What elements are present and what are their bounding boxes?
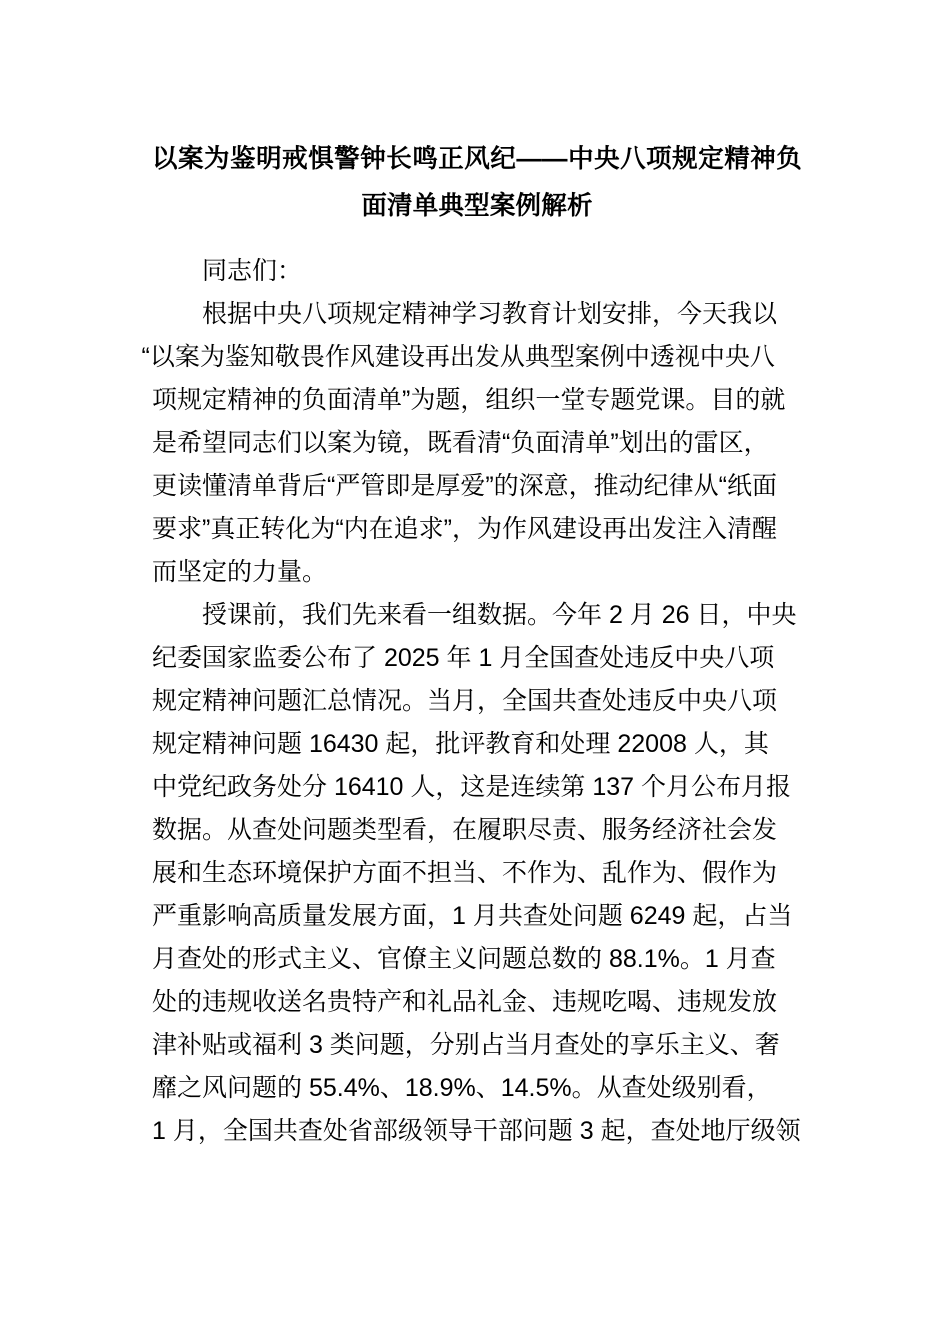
paragraph-two-line-6: 数据。从查处问题类型看，在履职尽责、服务经济社会发 — [152, 816, 778, 844]
paragraph-one-line-6: 要求”真正转化为“内在追求”，为作风建设再出发注入清醒 — [152, 515, 777, 543]
paragraph-one — [141, 293, 802, 594]
line-text: 根据中央八项规定精神学习教育计划安排，今天我以 — [202, 300, 778, 328]
title-line-2: 面清单典型案例解析 — [361, 192, 593, 220]
document-title — [152, 136, 802, 230]
paragraph-two-line-2: 纪委国家监委公布了 2025 年 1 月全国查处违反中央八项 — [152, 644, 775, 672]
paragraph-two-line-1 — [152, 594, 802, 637]
line-text: 授课前，我们先来看一组数据。今年 2 月 26 日，中央 — [202, 601, 797, 629]
paragraph-one-line-3: 项规定精神的负面清单”为题，组织一堂专题党课。目的就 — [152, 386, 786, 414]
paragraph-one-line-2: “以案为鉴知敬畏作风建设再出发从典型案例中透视中央八 — [141, 343, 775, 371]
paragraph-two-line-9: 月查处的形式主义、官僚主义问题总数的 88.1%。1 月查 — [152, 945, 776, 973]
paragraph-two-line-7: 展和生态环境保护方面不担当、不作为、乱作为、假作为 — [152, 859, 778, 887]
paragraph-one-line-1 — [152, 293, 802, 336]
paragraph-two-line-10: 处的违规收送名贵特产和礼品礼金、违规吃喝、违规发放 — [152, 988, 778, 1016]
salutation — [152, 250, 802, 293]
paragraph-two — [152, 594, 802, 1153]
paragraph-two-line-11: 津补贴或福利 3 类问题，分别占当月查处的享乐主义、奢 — [152, 1031, 780, 1059]
paragraph-two-line-13: 1 月，全国共查处省部级领导干部问题 3 起，查处地厅级领 — [152, 1117, 801, 1145]
paragraph-two-line-8: 严重影响高质量发展方面，1 月共查处问题 6249 起，占当 — [152, 902, 793, 930]
paragraph-two-line-5: 中党纪政务处分 16410 人，这是连续第 137 个月公布月报 — [152, 773, 792, 801]
paragraph-one-line-7: 而坚定的力量。 — [152, 558, 328, 586]
document-body — [141, 136, 802, 1153]
paragraph-one-line-4: 是希望同志们以案为镜，既看清“负面清单”划出的雷区， — [152, 429, 769, 457]
paragraph-two-line-12: 靡之风问题的 55.4%、18.9%、14.5%。从查处级别看， — [152, 1074, 772, 1102]
salutation-line — [152, 250, 802, 293]
title-line-1: 以案为鉴明戒惧警钟长鸣正风纪——中央八项规定精神负 — [152, 145, 802, 173]
paragraph-two-line-4: 规定精神问题 16430 起，批评教育和处理 22008 人，其 — [152, 730, 769, 758]
paragraph-two-line-3: 规定精神问题汇总情况。当月，全国共查处违反中央八项 — [152, 687, 778, 715]
paragraph-one-line-5: 更读懂清单背后“严管即是厚爱”的深意，推动纪律从“纸面 — [152, 472, 777, 500]
salutation-text: 同志们： — [202, 257, 303, 285]
